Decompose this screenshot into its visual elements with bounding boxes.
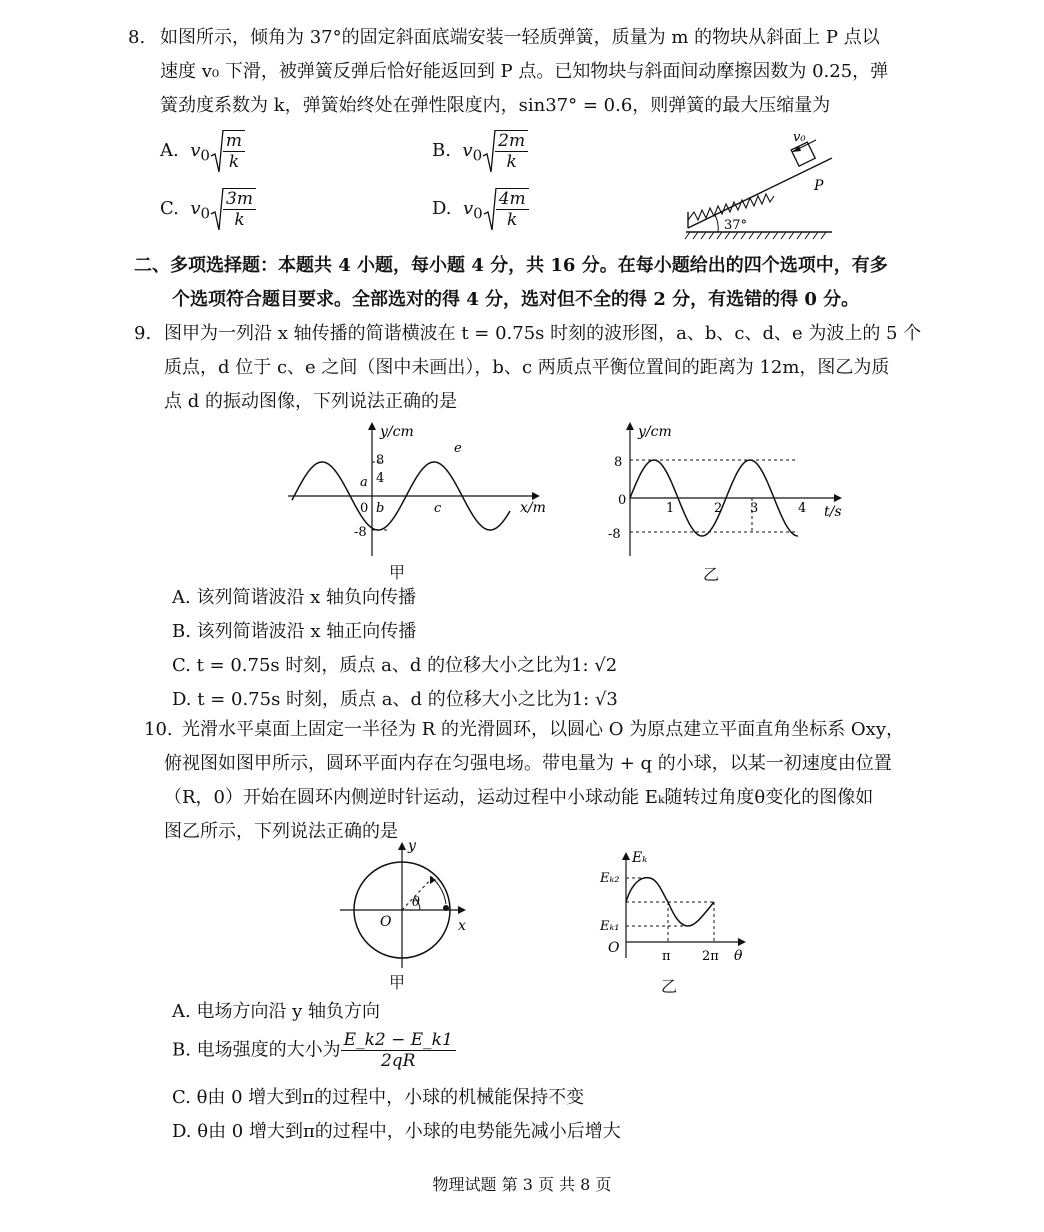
q10-option-b-denominator: 2qR — [380, 1051, 416, 1071]
section2-line-1: 二、多项选择题：本题共 4 小题，每小题 4 分，共 16 分。在每小题给出的四个选项中，有多 — [134, 255, 888, 276]
q8-line-3: 簧劲度系数为 k，弹簧始终处在弹性限度内，sin37° = 0.6，则弹簧的最大压缩量为 — [160, 95, 831, 116]
yi-tick-2: 2 — [714, 501, 723, 516]
ek-origin: O — [608, 940, 620, 956]
jia-origin: 0 — [360, 501, 369, 516]
yi-tick-8: 8 — [614, 455, 623, 470]
sqrt-sign — [210, 128, 224, 174]
point-e: e — [454, 441, 462, 456]
incline-spring-figure — [680, 128, 840, 246]
q10-option-b — [172, 1030, 456, 1071]
q10-line-3: （R，0）开始在圆环内侧逆时针运动，运动过程中小球动能 Eₖ随转过角度θ变化的图像如 — [164, 787, 874, 808]
q10-option-d: D. θ由 0 增大到π的过程中，小球的电势能先减小后增大 — [172, 1121, 621, 1142]
theta-axis-label: θ — [734, 948, 743, 964]
q8-option-b: B. $v_0$ $\frac{2m}{k}$ — [432, 128, 528, 174]
yi-ylabel: y/cm — [638, 424, 672, 440]
q8-line-2: 速度 v₀ 下滑，被弹簧反弹后恰好能返回到 P 点。已知物块与斜面间动摩擦因数为 0.25，弹 — [160, 61, 889, 82]
q10-option-b-text: B. 电场强度的大小为 — [172, 1039, 341, 1061]
ek1-label: Eₖ₁ — [600, 919, 620, 934]
fig10-yi-caption: 乙 — [660, 977, 677, 996]
q10-line-4: 图乙所示，下列说法正确的是 — [164, 821, 398, 842]
q10-line-1: 光滑水平桌面上固定一半径为 R 的光滑圆环，以圆心 O 为原点建立平面直角坐标系 Oxy， — [182, 719, 904, 740]
q10-option-a: A. 电场方向沿 y 轴负方向 — [172, 1001, 381, 1022]
jia-ylabel: y/cm — [380, 424, 414, 440]
ring-x-label: x — [458, 918, 466, 934]
point-a: a — [360, 475, 368, 490]
q9-option-d: D. t = 0.75s 时刻，质点 a、d 的位移大小之比为1: √3 — [172, 689, 618, 710]
two-pi-label: 2π — [702, 949, 719, 964]
sqrt-sign — [483, 186, 497, 232]
yi-origin: 0 — [618, 493, 627, 508]
angle-label: 37° — [724, 218, 748, 233]
ring-origin: O — [380, 914, 392, 930]
point-p-label: P — [814, 178, 824, 194]
fig9-yi-caption: 乙 — [702, 565, 719, 584]
q9-option-a: A. 该列简谐波沿 x 轴负向传播 — [172, 587, 417, 608]
q9-option-b: B. 该列简谐波沿 x 轴正向传播 — [172, 621, 417, 642]
v0-label: v₀ — [793, 130, 806, 145]
sqrt-sign — [210, 186, 224, 232]
q9-line-2: 质点，d 位于 c、e 之间（图中未画出），b、c 两质点平衡位置间的距离为 12m，图乙为质 — [164, 357, 890, 378]
q8-option-c: C. $v_0$ $\frac{3m}{k}$ — [160, 186, 256, 232]
q10-number: 10. — [144, 719, 173, 740]
q10-option-b-numerator: E_k2 − E_k1 — [341, 1030, 456, 1051]
q8-option-d: D. $v_0$ $\frac{4m}{k}$ — [432, 186, 529, 232]
q8-number: 8. — [128, 27, 146, 48]
wave-graph-jia — [284, 420, 554, 560]
ring-figure-jia — [338, 838, 478, 970]
yi-tick-1: 1 — [666, 501, 675, 516]
page-footer: 物理试题 第 3 页 共 8 页 — [432, 1175, 612, 1194]
q9-line-1: 图甲为一列沿 x 轴传播的简谐横波在 t = 0.75s 时刻的波形图，a、b、c、d、e 为波上的 5 个 — [164, 323, 922, 344]
vibration-graph-yi — [604, 420, 854, 560]
q8-line-1: 如图所示，倾角为 37°的固定斜面底端安装一轻质弹簧，质量为 m 的物块从斜面上 P 点以 — [160, 27, 880, 48]
ek-graph-yi — [596, 848, 766, 968]
sqrt-sign — [482, 128, 496, 174]
point-c: c — [434, 501, 442, 516]
yi-tick-3: 3 — [750, 501, 759, 516]
q10-line-2: 俯视图如图甲所示，圆环平面内存在匀强电场。带电量为 + q 的小球，以某一初速度由位置 — [164, 753, 892, 774]
q9-option-c: C. t = 0.75s 时刻，质点 a、d 的位移大小之比为1: √2 — [172, 655, 618, 676]
jia-tick-neg8: -8 — [354, 525, 367, 540]
yi-tick-neg8: -8 — [608, 527, 621, 542]
yi-xlabel: t/s — [824, 504, 842, 520]
yi-tick-4: 4 — [798, 501, 807, 516]
ek2-label: Eₖ₂ — [600, 871, 620, 886]
jia-xlabel: x/m — [520, 500, 546, 516]
pi-label: π — [662, 949, 671, 964]
q10-option-c: C. θ由 0 增大到π的过程中，小球的机械能保持不变 — [172, 1087, 585, 1108]
ring-theta: θ — [412, 895, 420, 910]
ring-y-label: y — [408, 838, 416, 854]
section2-line-2: 个选项符合题目要求。全部选对的得 4 分，选对但不全的得 2 分，有选错的得 0 分。 — [172, 289, 860, 310]
q9-line-3: 点 d 的振动图像，下列说法正确的是 — [164, 391, 457, 412]
point-b: b — [376, 501, 385, 516]
jia-tick-4: 4 — [376, 471, 385, 486]
fig10-jia-caption: 甲 — [388, 973, 405, 992]
fig9-jia-caption: 甲 — [388, 563, 405, 582]
jia-tick-8: 8 — [376, 453, 385, 468]
ek-axis-label: Eₖ — [632, 850, 648, 866]
q9-number: 9. — [134, 323, 152, 344]
q8-option-a: A. $v_0$ $\frac{m}{k}$ — [160, 128, 245, 174]
